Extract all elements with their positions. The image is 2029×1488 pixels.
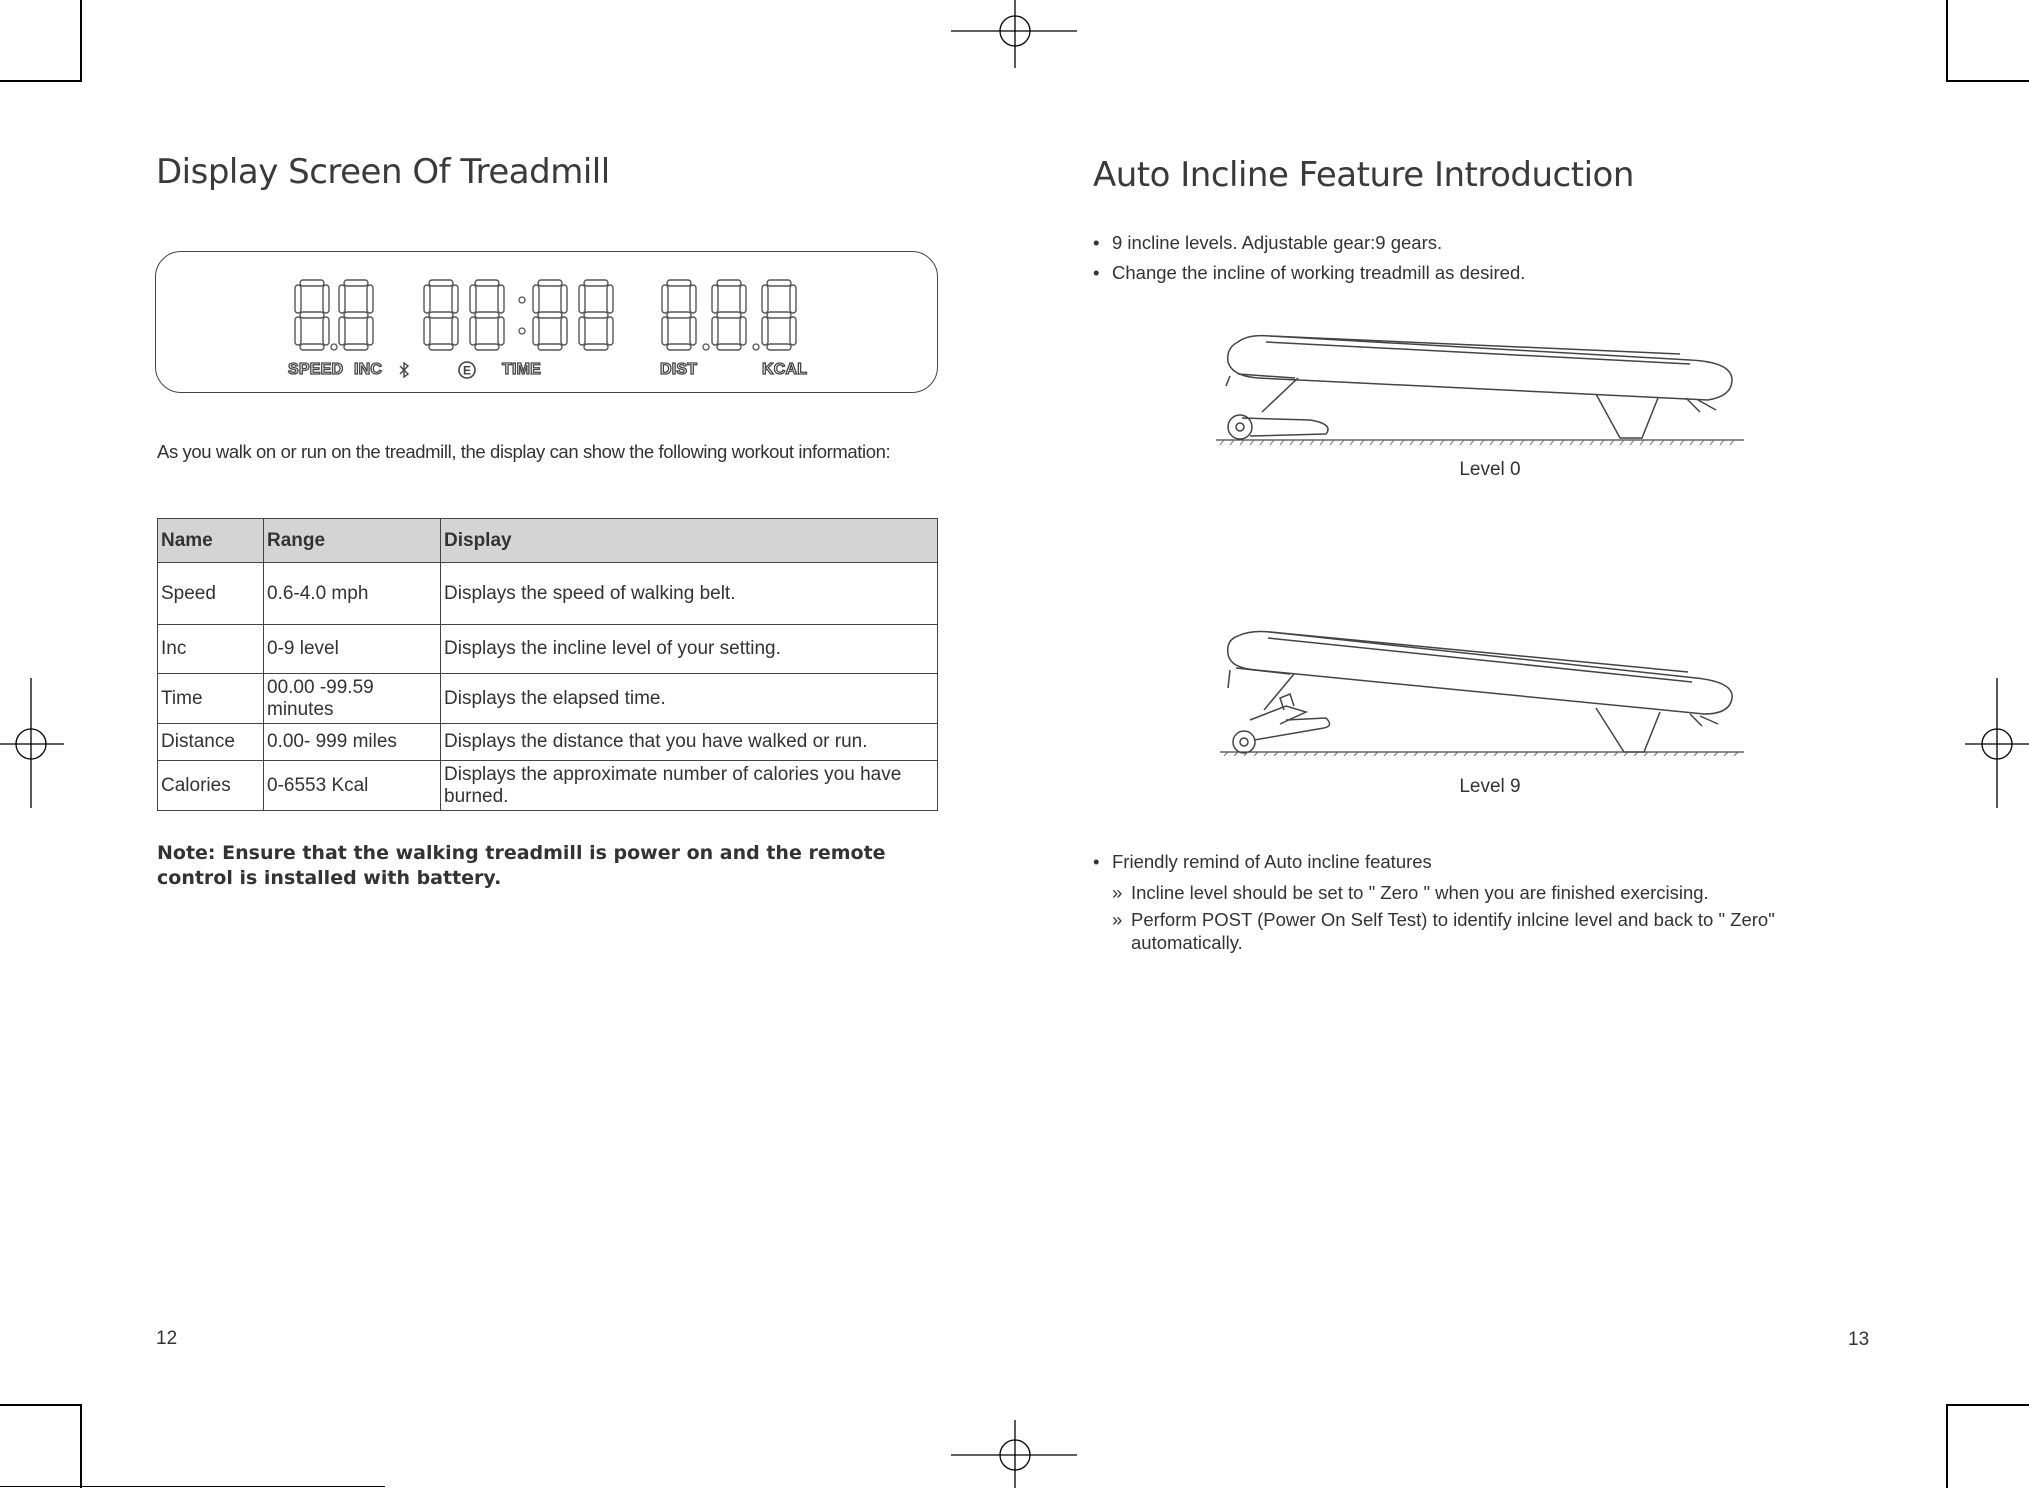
treadmill-level-9-illustration — [1210, 628, 1750, 756]
intro-text: As you walk on or run on the treadmill, the display can show the following workout information: — [157, 441, 891, 462]
column-header-range: Range — [264, 519, 441, 563]
lcd-label-kcal: KCAL — [762, 361, 808, 378]
column-header-display: Display — [441, 519, 938, 563]
list-item: » Perform POST (Power On Self Test) to identify inlcine level and back to " Zero" automatically. — [1112, 908, 1872, 954]
lcd-label-dist: DIST — [660, 361, 698, 378]
list-item: » Incline level should be set to " Zero " when you are finished exercising. — [1112, 881, 1872, 904]
table-cell: 0-9 level — [264, 625, 441, 674]
page-title-auto-incline: Auto Incline Feature Introduction — [1093, 155, 1634, 195]
reminder-items — [1112, 881, 1872, 958]
table-header-row — [158, 519, 938, 563]
list-item: • 9 incline levels. Adjustable gear:9 gears. — [1093, 228, 1525, 258]
page-number-left: 12 — [156, 1328, 178, 1349]
table-cell: Displays the distance that you have walked or run. — [441, 724, 938, 761]
lcd-label-speed: SPEED — [288, 361, 344, 378]
caption-level-0: Level 0 — [1459, 459, 1521, 480]
table-cell: 0.6-4.0 mph — [264, 563, 441, 625]
caption-level-9: Level 9 — [1459, 776, 1521, 797]
svg-text:E: E — [462, 363, 472, 378]
table-cell: Calories — [158, 761, 264, 811]
page-title-display-screen: Display Screen Of Treadmill — [156, 152, 610, 192]
page-number-right: 13 — [1848, 1329, 1870, 1350]
table-cell: Time — [158, 674, 264, 724]
workout-info-table — [157, 518, 938, 811]
lcd-label-inc: INC — [354, 361, 383, 378]
table-cell: 00.00 -99.59 minutes — [264, 674, 441, 724]
seven-segment-display — [290, 276, 810, 356]
table-cell: Distance — [158, 724, 264, 761]
table-row — [158, 563, 938, 625]
energy-icon — [457, 360, 477, 380]
table-cell: Displays the elapsed time. — [441, 674, 938, 724]
table-row — [158, 674, 938, 724]
lcd-label-time: TIME — [502, 361, 542, 378]
table-cell: Displays the approximate number of calories you have burned. — [441, 761, 938, 811]
treadmill-level-0-illustration — [1210, 330, 1750, 446]
battery-note: Note: Ensure that the walking treadmill is power on and the remote control is installed with battery. — [157, 842, 886, 889]
incline-bullets — [1093, 228, 1525, 288]
table-row — [158, 625, 938, 674]
table-cell: 0.00- 999 miles — [264, 724, 441, 761]
table-row — [158, 761, 938, 811]
list-item: • Change the incline of working treadmill as desired. — [1093, 258, 1525, 288]
column-header-name: Name — [158, 519, 264, 563]
table-cell: Displays the incline level of your setting. — [441, 625, 938, 674]
table-cell: Inc — [158, 625, 264, 674]
table-cell: Speed — [158, 563, 264, 625]
bluetooth-icon — [398, 361, 410, 379]
table-cell: 0-6553 Kcal — [264, 761, 441, 811]
reminder-bullet — [1093, 847, 1432, 877]
table-row — [158, 724, 938, 761]
list-item: • Friendly remind of Auto incline features — [1093, 847, 1432, 877]
table-cell: Displays the speed of walking belt. — [441, 563, 938, 625]
